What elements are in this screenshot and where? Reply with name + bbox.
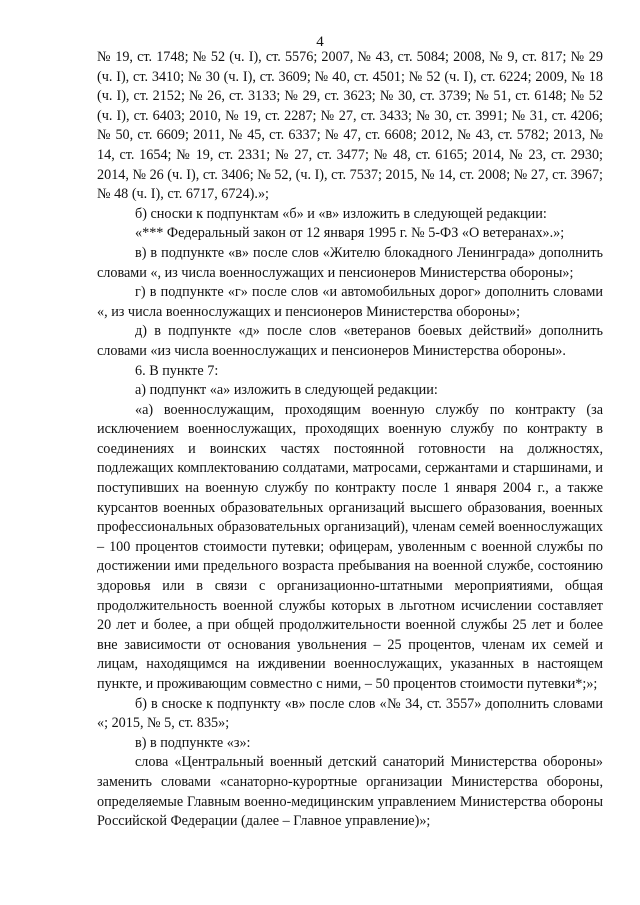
paragraph-footnote-text: «*** Федеральный закон от 12 января 1995 г. № 5-ФЗ «О ветеранах».»; [135, 225, 565, 242]
paragraph-d: д) в подпункте «д» после слов «ветеранов боевых действий» дополнить словами «из числа военнослужащих и пенсионеров Министерства обороны». [97, 323, 603, 359]
paragraph-item-6: 6. В пункте 7: [135, 362, 219, 379]
paragraph-6v-text: слова «Центральный военный детский санаторий Министерства обороны» заменить словами «санаторно-курортные организации Министерства обороны, определяемые Главным военно-медицинским управлением Министерства обороны Российской Федерации (далее – Главное управление)»; [97, 754, 603, 830]
paragraph-citations: № 19, ст. 1748; № 52 (ч. I), ст. 5576; 2007, № 43, ст. 5084; 2008, № 9, ст. 817; № 29 (ч. I), ст. 3410; № 30 (ч. I), ст. 3609; № 40, ст. 4501; № 52 (ч. I), ст. 6224; 2009, № 18 (ч. I), ст. 2152; № 26, ст. 3133; № 29, ст. 3623; № 30, ст. 3739; № 51, ст. 6148; № 52 (ч. I), ст. 6403; 2010, № 19, ст. 2287; № 27, ст. 3433; № 30, ст. 3991; № 31, ст. 4206; № 50, ст. 6609; 2011, № 45, ст. 6337; № 47, ст. 6608; 2012, № 43, ст. 5782; 2013, № 14, ст. 1654; № 19, ст. 2331; № 27, ст. 3477; № 48, ст. 6165; 2014, № 23, ст. 2930; 2014, № 26 (ч. I), ст. 3406; № 52, (ч. I), ст. 7537; 2015, № 14, ст. 2008; № 27, ст. 3967; № 48 (ч. I), ст. 6717, 6724).»; [97, 49, 603, 203]
paragraph-g: г) в подпункте «г» после слов «и автомобильных дорог» дополнить словами «, из числа военнослужащих и пенсионеров Министерства обороны»; [97, 284, 603, 320]
paragraph-6a-text: «а) военнослужащим, проходящим военную службу по контракту (за исключением военнослужащих, проходящих военную службу по контракту в соединениях и воинских частях постоянной готовности на должностях, подлежащих комплектованию солдатами, матросами, сержантами и старшинами, и поступивших на военную службу по контракту после 1 января 2004 г., а также курсантов военных образовательных организаций высшего образования, военных профессиональных образовательных организаций), членам семей военнослужащих – 100 процентов стоимости путевки; офицерам, уволенным с военной службы по достижении ими предельного возраста пребывания на военной службе, состоянию здоровья или в связи с организационно-штатными мероприятиями, общая продолжительность военной службы которых в льготном исчислении составляет 20 лет и более, а при общей продолжительности военной службы 25 лет и более вне зависимости от основания увольнения – 25 процентов, членам их семей и лицам, находящимся на иждивении военнослужащих, указанных в настоящем пункте, и проживающим совместно с ними, – 50 процентов стоимости путевки*;»; [97, 401, 603, 692]
paragraph-6v: в) в подпункте «з»: [135, 734, 251, 751]
paragraph-b-footnotes: б) сноски к подпунктам «б» и «в» изложить в следующей редакции: [135, 205, 547, 222]
paragraph-6b: б) в сноске к подпункту «в» после слов «№ 34, ст. 3557» дополнить словами «; 2015, № 5, ст. 835»; [97, 695, 603, 732]
paragraph-v: в) в подпункте «в» после слов «Жителю блокадного Ленинграда» дополнить словами «, из числа военнослужащих и пенсионеров Министерства обороны»; [97, 244, 603, 281]
paragraph-6a: а) подпункт «а» изложить в следующей редакции: [135, 382, 438, 399]
page-number: 4 [316, 34, 324, 50]
document-body [97, 48, 603, 832]
